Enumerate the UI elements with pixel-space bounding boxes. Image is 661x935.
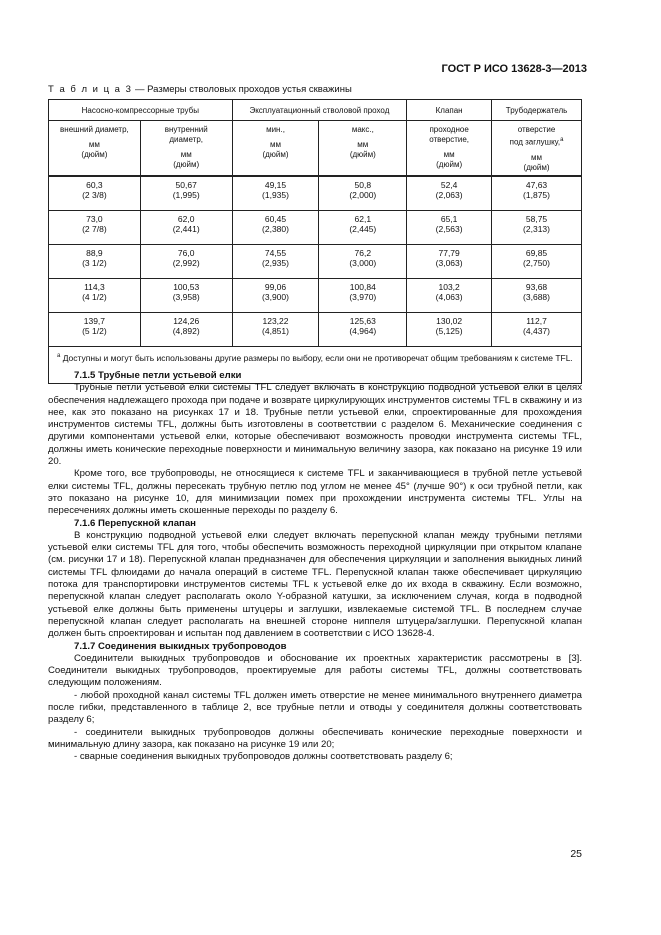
paragraph: Кроме того, все трубопроводы, не относящиеся к системе TFL и заканчивающиеся в трубной петле устьевой елки системы TFL, должны пересекать трубную петлю под углом не менее 45° (лучше 90°) к оси трубной петли, как это показано на рисунке 10, для минимизации помех при прохождении инструмента системы TFL. Углы на пересечениях должны иметь скошенные переходы по разделу 6.: [48, 468, 582, 517]
table-body: [49, 176, 582, 347]
table-cell: 50,8 (2,000): [319, 176, 407, 211]
paragraph: Соединители выкидных трубопроводов и обоснование их проектных характеристик рассмотрены в [3]. Соединители выкидных трубопроводов, проектируемые для работы системы TFL, должны соответствовать следующим положениям.: [48, 652, 582, 689]
table-cell: 69,85 (2,750): [492, 245, 582, 279]
column-header-unit: мм (дюйм): [262, 140, 289, 159]
table-cell: 139,7 (5 1/2): [49, 313, 141, 347]
table-cell: 93,68 (3,688): [492, 279, 582, 313]
column-header-name: внутренний диаметр,: [164, 125, 208, 144]
column-header: [407, 121, 492, 177]
table-cell: 77,79 (3,063): [407, 245, 492, 279]
section-heading: 7.1.5 Трубные петли устьевой елки: [74, 370, 242, 381]
paragraph: В конструкцию подводной устьевой елки следует включать перепускной клапан между трубными петлями устьевой елки системы TFL для того, чтобы обеспечить возможность переходной циркуляции при открытом клапане (см. рисунки 17 и 18). Перепускной клапан предназначен для обеспечения циркуляции и заполнения выкидных линий системы TFL флюидами до начала операций в системе TFL. Перепускной клапан также обеспечивает циркуляцию потока для транспортировки инструментов системы TFL к устьевой елке до их входа в скважину. Если возможно, перепускной клапан следует располагать около Y-образной катушки, за исключением случая, когда в подводной устьевой елке должны быть применены штуцеры и заглушки, извлекаемые системой TFL. В последнем случае перепускной клапан следует располагать на внешней стороне ниппеля штуцера/заглушки. Перепускной клапан должен быть спроектирован и испытан под давлением в соответствии с ИСО 13628-4.: [48, 529, 582, 640]
table-row: [49, 313, 582, 347]
group-header-hanger: Трубодержатель: [492, 100, 582, 121]
table-cell: 76,0 (2,992): [140, 245, 232, 279]
group-header-tubing: Насосно-компрессорные трубы: [49, 100, 233, 121]
table-row: [49, 245, 582, 279]
table-cell: 114,3 (4 1/2): [49, 279, 141, 313]
document-header: ГОСТ Р ИСО 13628-3—2013: [441, 63, 587, 75]
table-cell: 124,26 (4,892): [140, 313, 232, 347]
page-number: 25: [570, 848, 582, 860]
table-cell: 60,3 (2 3/8): [49, 176, 141, 211]
table-cell: 130,02 (5,125): [407, 313, 492, 347]
table-cell: 62,0 (2,441): [140, 211, 232, 245]
table-cell: 100,53 (3,958): [140, 279, 232, 313]
column-header: [140, 121, 232, 177]
group-header-valve: Клапан: [407, 100, 492, 121]
table-caption-text: — Размеры стволовых проходов устья скважины: [132, 84, 352, 95]
paragraph: - соединители выкидных трубопроводов должны обеспечивать конические переходные поверхности и минимальную длину зазора, как показано на рисунке 19 или 20;: [48, 726, 582, 750]
table-cell: 62,1 (2,445): [319, 211, 407, 245]
paragraph: - сварные соединения выкидных трубопроводов должны соответствовать разделу 6;: [74, 751, 453, 763]
table-caption: [48, 84, 352, 95]
column-header: [492, 121, 582, 177]
section-heading: 7.1.7 Соединения выкидных трубопроводов: [74, 640, 287, 652]
table-caption-lead: Т а б л и ц а 3: [48, 84, 133, 95]
paragraph: - любой проходной канал системы TFL должен иметь отверстие не менее минимального внутреннего диаметра после гибки, представленного в таблице 2, все трубные петли и отводы у соединителя должны соответствовать разделу 6;: [48, 689, 582, 726]
table-group-header-row: [49, 100, 582, 121]
table-cell: 99,06 (3,900): [232, 279, 319, 313]
table-cell: 112,7 (4,437): [492, 313, 582, 347]
table-cell: 47,63 (1,875): [492, 176, 582, 211]
column-header-name: отверстие под заглушку,: [509, 125, 561, 147]
table-cell: 65,1 (2,563): [407, 211, 492, 245]
table-cell: 52,4 (2,063): [407, 176, 492, 211]
table-cell: 49,15 (1,935): [232, 176, 319, 211]
column-header-unit: мм (дюйм): [436, 150, 463, 169]
column-header-unit: мм (дюйм): [523, 152, 550, 172]
table-cell: 58,75 (2,313): [492, 211, 582, 245]
table-cell: 103,2 (4,063): [407, 279, 492, 313]
table-cell: 125,63 (4,964): [319, 313, 407, 347]
column-header-name: макс.,: [351, 125, 374, 134]
column-header-footnote-mark: a: [560, 137, 564, 143]
column-header-unit: мм (дюйм): [81, 140, 108, 159]
column-header: [49, 121, 141, 177]
paragraph: Трубные петли устьевой елки системы TFL следует включать в конструкцию подводной устьевой елки в целях обеспечения надлежащего прохода при подаче и возврате циркулирующих инструментов системы TFL в скважину и из нее, как это показано на рисунках 17 и 18. Трубные петли устьевой елки, спроектированные для прохождения инструментов системы TFL, должны быть изготовлены в соответствии с разделом 6. Механические соединения с другими компонентами устьевой елки, которые обеспечивают возможность проводки инструмента системы TFL, должны иметь конические переходные поверхности и минимальную величину зазора, как показано на рисунке 19 или 20.: [48, 382, 582, 468]
table-row: [49, 176, 582, 211]
table-cell: 50,67 (1,995): [140, 176, 232, 211]
footnote-text: Доступны и могут быть использованы другие размеры по выбору, если они не противоречат общим требованиям к системе TFL.: [60, 352, 573, 363]
column-header-name: проходное отверстие,: [429, 125, 470, 144]
table-cell: 60,45 (2,380): [232, 211, 319, 245]
table-row: [49, 279, 582, 313]
column-header-unit: мм (дюйм): [173, 150, 200, 169]
table-cell: 88,9 (3 1/2): [49, 245, 141, 279]
column-header: [319, 121, 407, 177]
table-cell: 123,22 (4,851): [232, 313, 319, 347]
column-header-name: внешний диаметр,: [60, 125, 129, 134]
table-row: [49, 211, 582, 245]
section-text: [48, 370, 582, 764]
table-cell: 74,55 (2,935): [232, 245, 319, 279]
section-heading: 7.1.6 Перепускной клапан: [74, 517, 196, 529]
table-cell: 100,84 (3,970): [319, 279, 407, 313]
table-cell: 73,0 (2 7/8): [49, 211, 141, 245]
footnote-mark: a: [57, 353, 61, 359]
table-subheader-row: [49, 121, 582, 177]
dimensions-table: [48, 99, 582, 384]
column-header: [232, 121, 319, 177]
table-cell: 76,2 (3,000): [319, 245, 407, 279]
group-header-bore: Эксплуатационный стволовой проход: [232, 100, 407, 121]
column-header-unit: мм (дюйм): [349, 140, 376, 159]
column-header-name: мин.,: [266, 125, 285, 134]
